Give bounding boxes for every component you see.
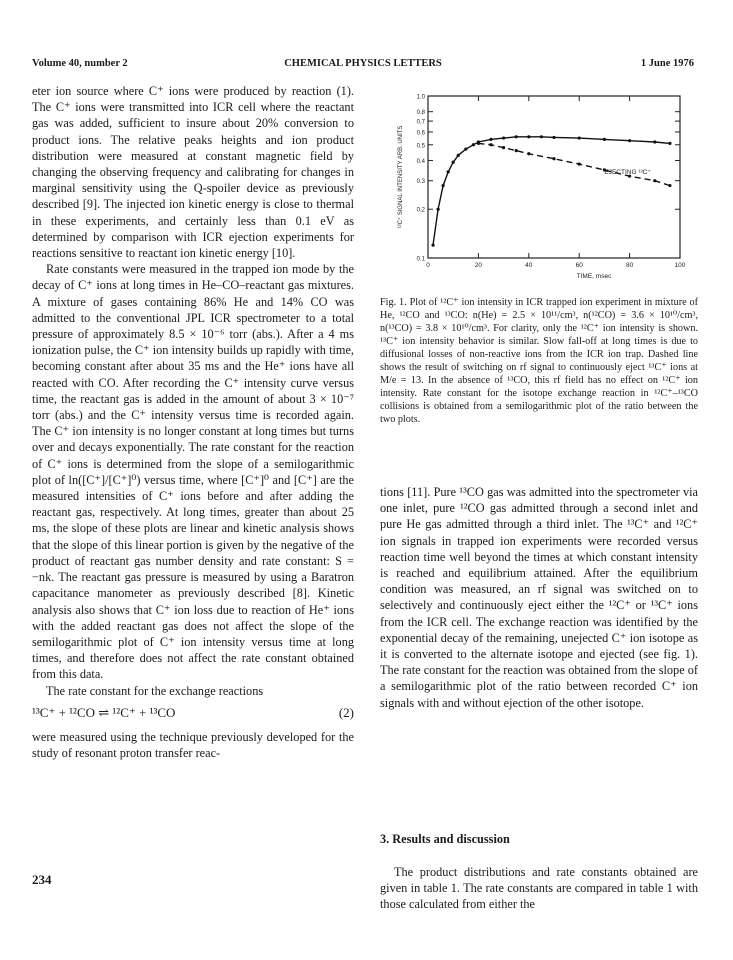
data-point (668, 184, 671, 187)
section-heading-results: 3. Results and discussion (380, 832, 510, 846)
y-tick-label: 0.7 (416, 119, 425, 126)
data-point (472, 143, 475, 146)
data-point (527, 135, 530, 138)
x-tick-label: 0 (426, 262, 430, 269)
y-tick-label: 0.3 (416, 179, 425, 186)
data-point (668, 142, 671, 145)
data-point (502, 146, 505, 149)
left-column (32, 83, 354, 761)
x-tick-label: 100 (674, 262, 686, 269)
figure-1 (388, 86, 698, 286)
data-point (489, 143, 492, 146)
y-tick-label: 0.6 (416, 130, 425, 137)
data-point (603, 138, 606, 141)
data-point (540, 135, 543, 138)
data-point (477, 142, 480, 145)
data-point (628, 139, 631, 142)
data-point (552, 136, 555, 139)
paragraph-technique: were measured using the technique previously developed for the study of resonant proton transfer reac- (32, 729, 354, 760)
figure-1-plot (388, 86, 698, 286)
x-tick-label: 20 (474, 262, 483, 269)
data-point (527, 152, 530, 155)
plot-frame (428, 96, 680, 258)
equation-2 (32, 703, 354, 723)
y-axis-label: ¹²C⁺ SIGNAL INTENSITY ARB. UNITS (398, 125, 404, 229)
paragraph-rate-constants: Rate constants were measured in the trapped ion mode by the decay of C⁺ ions at long times in He–CO–reactant gas mixtures. A mixture of gases containing 86% He and 14% CO was admitted to the conventional JPL ICR spectrometer to a total pressure of approximately 8.5 × 10⁻⁶ torr (abs.). After a 4 ms ionization pulse, the C⁺ ion intensity builds up rapidly with time, becoming constant after about 35 ms and the He⁺ ions have all reacted with CO. After recording the C⁺ intensity curve versus time, the reactant gas is added in the amount of about 3 × 10⁻⁷ torr (abs.) and the C⁺ intensity versus time is recorded again. The C⁺ ion intensity is no longer constant at long times but turns over and decays exponentially. The rate constant for the reaction of C⁺ ions is determined from the slope of a semilogarithmic plot of ln([C⁺]/[C⁺]⁰) versus time, where [C⁺]⁰ and [C⁺] are the measured intensities of C⁺ ions before and after adding the reactant gas, respectively. At long times, greater than about 25 ms, the slope of these plots are linear and kinetic analysis shows that the slope of this linear portion is given by the negative of the product of reactant gas number density and rate constant: S = −nk. The reactant gas pressure is measured by using a Baratron capacitance manometer as previously described [8]. Kinetic analysis also shows that C⁺ ion loss due to reaction of He⁺ ions with the added reactant gas does not affect the slope of the semilogarithmic plot of C⁺ ion intensity versus time at long times, and therefore does not affect the rate constant obtained from this data. (32, 262, 354, 682)
y-tick-label: 1.0 (416, 94, 425, 101)
data-point (489, 138, 492, 141)
caption-text: Fig. 1. Plot of ¹²C⁺ ion intensity in ICR trapped ion experiment in mixture of He, ¹²CO and ¹³CO: n(He) = 2.5 × 10¹¹/cm³, n(¹²CO) = 3.6 × 10¹⁰/cm³, n(¹³CO) = 3.8 × 10¹⁰/cm³. For clarity, only the ¹²C⁺ ion intensity is shown. ¹³C⁺ ion intensity behavior is similar. Slow fall-off at long times is due to diffusional losses of non-reactive ions from the ICR ion trap. Dashed line shows the result of switching on rf signal to continuously eject ¹³C⁺ ions at M/e = 13. In the absence of ¹³CO, this rf field has no effect on ¹²C⁺ ion intensity. Rate constant for the isotope exchange reaction in ¹²C⁺–¹³CO collisions is obtained from a semilogarithmic plot of the ratio between the two plots. (380, 297, 698, 425)
y-tick-label: 0.5 (416, 143, 425, 150)
data-point (653, 140, 656, 143)
data-point (457, 154, 460, 157)
data-point (578, 162, 581, 165)
data-point (552, 157, 555, 160)
data-point (502, 136, 505, 139)
annotation-ejecting: EJECTING ¹³C⁺ (604, 169, 651, 177)
y-tick-label: 0.8 (416, 110, 425, 117)
data-point (515, 135, 518, 138)
paragraph-isotope-exchange: tions [11]. Pure ¹³CO gas was admitted into the spectrometer via one inlet, pure ¹²CO gas admitted through a second inlet and pure He gas admitted through a third inlet. The ¹³C⁺ and ¹²C⁺ ion signals in trapped ion experiments were recorded versus reaction time well beyond the times at which constant intensity is reached and equilibrium attained. After the equilibrium condition was measured, an rf signal was switched on to selectively and continuously eject either the ¹²C⁺ or ¹³C⁺ ions from the ICR cell. The exchange reaction was identified by the exponential decay of the remaining, unejected C⁺ ion isotope as it is converted to the alternate isotope and ejected (see fig. 1). The rate constant for the reaction was obtained from the slope of a semilogarithmic plot of the ratio between recorded C⁺ ion signals with and without ejection of the other isotope. (380, 485, 698, 710)
data-point (436, 208, 439, 211)
equation-number: (2) (338, 704, 354, 720)
data-point (447, 170, 450, 173)
right-column (380, 484, 698, 711)
running-header (32, 58, 694, 72)
data-point (515, 149, 518, 152)
y-tick-label: 0.2 (416, 207, 425, 214)
data-point (431, 244, 434, 247)
x-tick-label: 60 (575, 262, 583, 269)
data-point (578, 136, 581, 139)
issue-date: 1 June 1976 (640, 58, 694, 69)
y-tick-label: 0.1 (416, 256, 425, 263)
series-line-ejecting (478, 143, 670, 185)
volume-label: Volume 40, number 2 (32, 58, 128, 69)
right-column-results (380, 864, 698, 913)
x-tick-label: 40 (525, 262, 533, 269)
equation-body: ¹³C⁺ + ¹²CO ⇌ ¹²C⁺ + ¹³CO (32, 704, 176, 720)
data-point (653, 179, 656, 182)
y-tick-label: 0.4 (416, 158, 425, 165)
paragraph-results: The product distributions and rate constants obtained are given in table 1. The rate constants are compared in table 1 with those calculated from either the (380, 865, 698, 912)
x-tick-label: 80 (625, 262, 634, 269)
paragraph-exchange-intro: The rate constant for the exchange reactions (46, 683, 264, 698)
x-axis-label: TIME, msec (576, 273, 612, 280)
page-number: 234 (32, 872, 52, 887)
data-point (442, 184, 445, 187)
data-point (464, 148, 467, 151)
journal-title: CHEMICAL PHYSICS LETTERS (284, 58, 442, 69)
data-point (452, 161, 455, 164)
series-line-steady (433, 137, 670, 245)
paragraph-ion-source: eter ion source where C⁺ ions were produced by reaction (1). The C⁺ ions were transmitted into ICR cell where the reactant gas was added, sufficient to insure about 20% conversion to product ions. The relative peaks heights and ion product distribution were measured at constant magnetic field by changing the observing frequency and calibrating for changes in marginal sensitivity using the Q-spoiler device as previously described [9]. The injected ion kinetic energy is close to thermal in these experiments, and certainly less than 0.1 eV as determined by comparison with ICR ejection experiments for reactions sensitive to reactant ion kinetic energy [10]. (32, 84, 354, 261)
figure-caption (380, 296, 698, 426)
